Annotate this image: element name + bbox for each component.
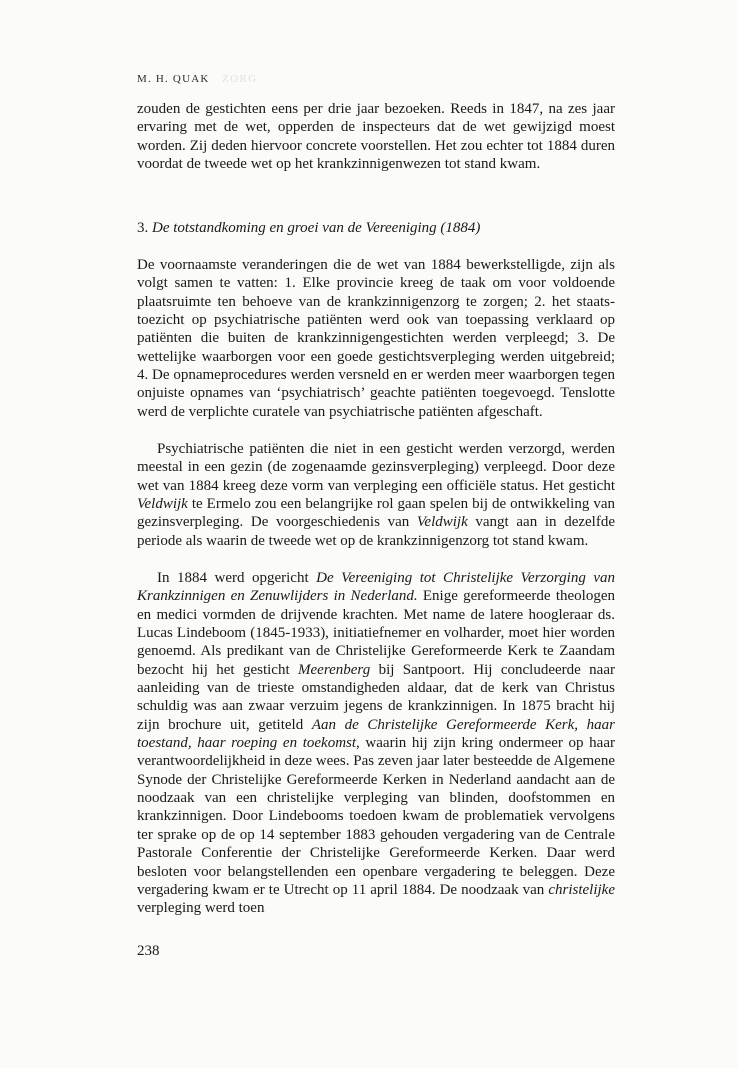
- paragraph-3: [137, 440, 615, 550]
- show-through-text: ZORG: [222, 73, 258, 85]
- paragraph-4-text: bij Santpoort. Hij concludeerde naar aanleiding van de trieste omstandigheden aldaar, dat de kerk van Christus schuldig was aan zwaar verzuim jegens de krankzinnigen. In 1875 bracht hij zijn brochure uit, getiteld: [137, 661, 615, 733]
- christelijke-italic: christelijke: [548, 881, 615, 898]
- paragraph-1: zouden de gestichten eens per drie jaar bezoeken. Reeds in 1847, na zes jaar ervaring met de wet, opperden de inspecteurs dat de wet gewijzigd moest worden. Zij deden hiervoor concrete voorstellen. Het zou echter tot 1884 duren voordat de tweede wet op het krankzinnigenwezen tot stand kwam.: [137, 101, 615, 173]
- vereeniging-title-italic: De Vereeniging tot Christelijke Verzorging van Krankzinnigen en Zenuwlijders in Nederland.: [137, 570, 615, 605]
- paragraph-4: [137, 569, 615, 918]
- paragraph-4-text: Enige gereformeerde theologen en medici vormden de drijvende krachten. Met name de latere hoogleraar ds. Lucas Lindeboom (1845-1933), initiatiefnemer en volharder, moet hier worden genoemd. Als predikant van de Christelijke Gereformeerde Kerk te Zaandam bezocht hij het gesticht: [137, 588, 615, 678]
- veldwijk-italic: Veldwijk: [137, 496, 188, 513]
- paragraph-1-block: [137, 100, 615, 173]
- paragraph-3-text: te Ermelo zou een belangrijke rol gaan spelen bij de ontwikkeling van gezinsverpleging. De voorgeschiedenis van: [137, 496, 615, 531]
- paragraph-3-text: vangt aan in dezelfde periode als waarin de tweede wet op de krankzinnigenzorg tot stand kwam.: [137, 514, 615, 549]
- section-number: 3.: [137, 220, 149, 236]
- paragraph-2-block: [137, 256, 615, 421]
- meerenberg-italic: Meerenberg: [298, 661, 371, 678]
- veldwijk-italic: Veldwijk: [416, 514, 468, 531]
- paragraph-3-block: [137, 440, 615, 550]
- paragraph-4-text: verpleging werd toen: [137, 900, 265, 917]
- section-heading: [137, 219, 615, 237]
- page-number: 238: [137, 943, 160, 959]
- paragraph-4-block: [137, 569, 615, 918]
- section-title: De totstandkoming en groei van de Vereeniging (1884): [152, 220, 481, 236]
- paragraph-3-text: Psychiatrische patiënten die niet in een gesticht werden verzorgd, werden meestal in een gezin (de zogenaamde gezinsverpleging) verpleegd. Door deze wet van 1884 kreeg deze vorm van verpleging een officiële status. Het gesticht: [137, 441, 615, 494]
- running-head: M. H. QUAK: [137, 73, 210, 85]
- paragraph-4-text: In 1884 werd opgericht: [157, 570, 317, 586]
- brochure-title-italic: Aan de Christelijke Gereformeerde Kerk, haar toestand, haar roeping en toekomst: [137, 716, 616, 752]
- paragraph-2: De voornaamste veranderingen die de wet van 1884 bewerkstelligde, zijn als volgt samen te vatten: 1. Elke provincie kreeg de taak om voor voldoende plaatsruimte ten behoeve van de krankzinnigenzorg te zorgen; 2. het staatstoezicht op psychiatrische patiënten werd ook van toepassing verklaard op patiënten die buiten de krankzinnigengestichten werden verpleegd; 3. De wettelijke waarborgen voor een goede gestichtsverpleging werden uitgebreid; 4. De opnameprocedures werden versneld en er werden meer waarborgen tegen onjuiste opnames van ‘psychiatrisch’ geachte patiënten toegevoegd. Tenslotte werd de verplichte curatele van psychiatrische patiënten afgeschaft.: [137, 257, 615, 420]
- book-page: [137, 0, 615, 1068]
- paragraph-4-text: , waarin hij zijn kring ondermeer op haar verantwoordelijkheid in deze wees. Pas zeven jaar later besteedde de Algemene Synode der Christelijke Gereformeerde Kerken in Nederland aandacht aan de noodzaak van een christelijke verpleging van blinden, doofstommen en krankzinnigen. Door Lindebooms toedoen kwam de problematiek vervolgens ter sprake op de op 14 september 1883 gehouden vergadering van de Centrale Pastorale Conferentie der Christelijke Gereformeerde Kerken. Daar werd besloten voor belangstellenden een openbare vergadering te beleggen. Deze vergadering kwam er te Utrecht op 11 april 1884. De noodzaak van: [137, 735, 615, 898]
